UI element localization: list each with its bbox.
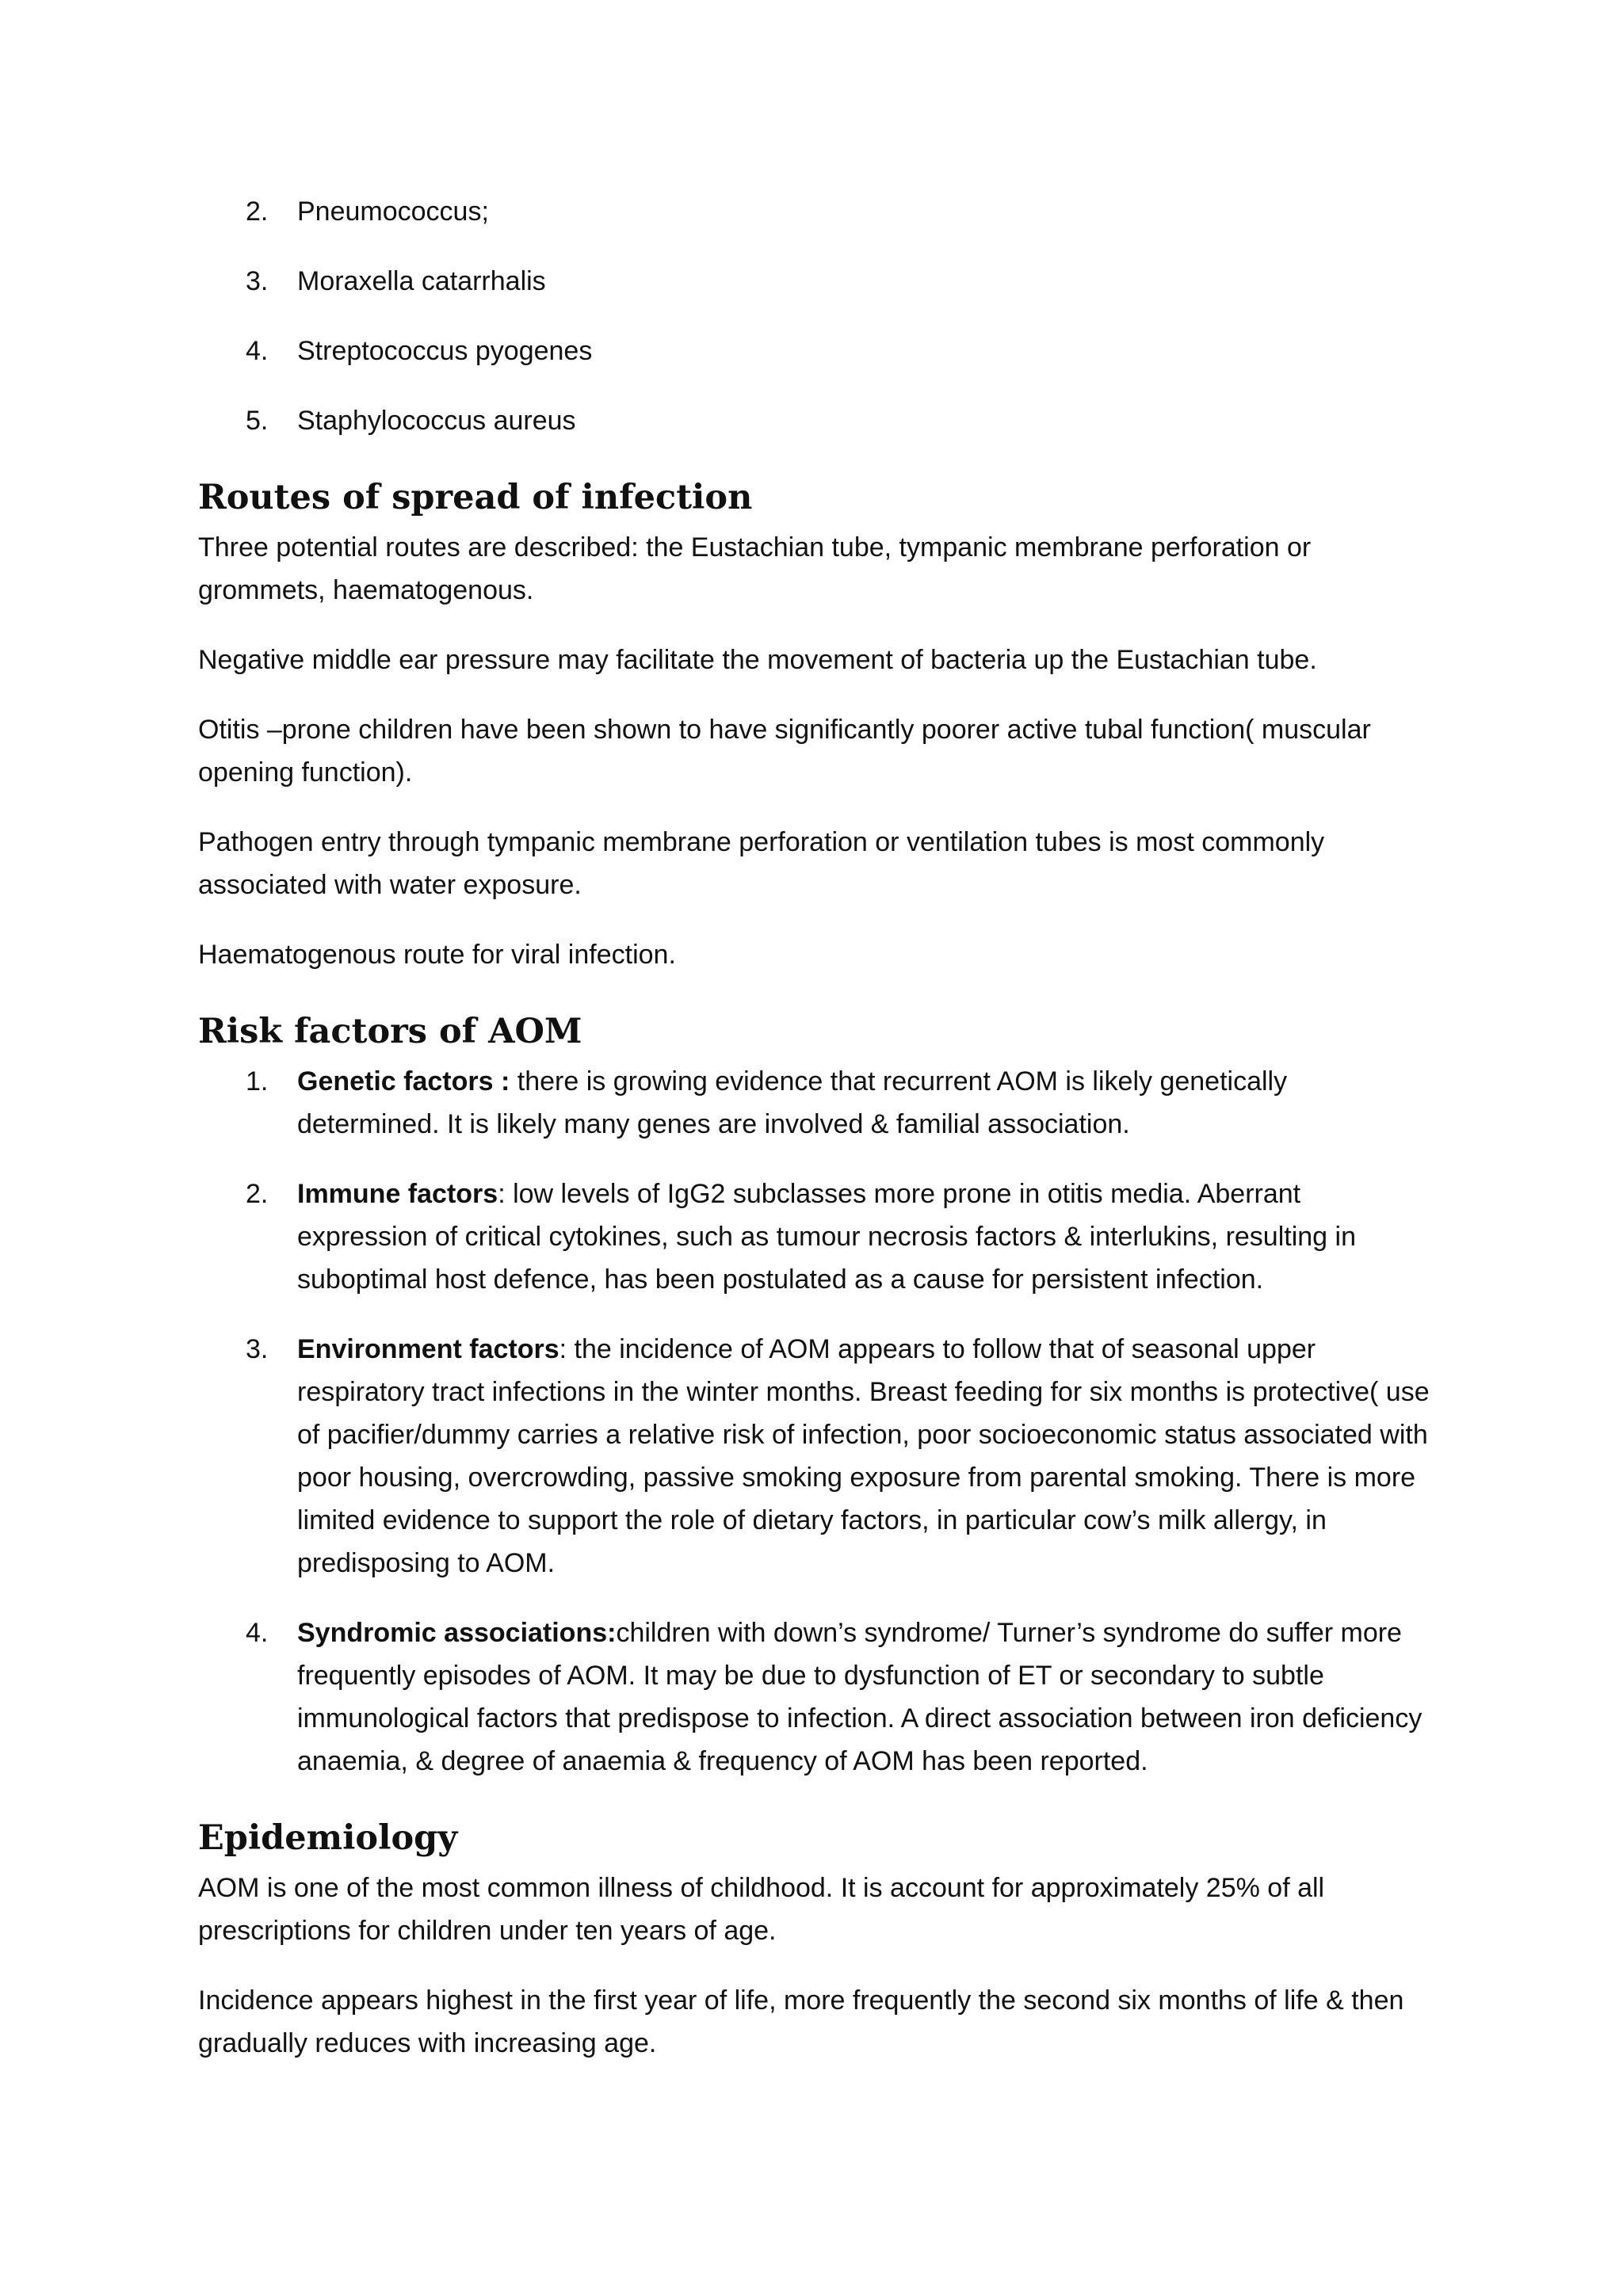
- routes-paragraph: Three potential routes are described: the Eustachian tube, tympanic membrane perforation or grommets, haematogenous.: [198, 532, 1312, 605]
- list-number: 2.: [246, 196, 269, 227]
- list-item: [198, 1611, 1434, 1783]
- routes-heading: Routes of spread of infection: [198, 478, 753, 517]
- list-item-text: Moraxella catarrhalis: [297, 266, 546, 296]
- routes-paragraph: Otitis –prone children have been shown to have significantly poorer active tubal function( muscular opening function).: [198, 715, 1371, 788]
- list-number: 3.: [246, 1334, 269, 1364]
- risk-term: Environment factors: [297, 1334, 559, 1364]
- epidemiology-paragraph: Incidence appears highest in the first year of life, more frequently the second six months of life & then gradually reduces with increasing age.: [198, 1985, 1404, 2058]
- list-item: [198, 1328, 1434, 1585]
- routes-paragraph: Haematogenous route for viral infection.: [198, 940, 676, 970]
- list-number: 3.: [246, 266, 269, 296]
- risk-factor-list: [198, 1060, 1434, 1783]
- epidemiology-heading: Epidemiology: [198, 1818, 458, 1858]
- risk-term: Immune factors: [297, 1179, 498, 1209]
- organism-list: [198, 190, 1434, 442]
- risk-description: there is growing evidence that recurrent AOM is likely genetically determined. It is likely many genes are involved & familial association.: [297, 1066, 1288, 1139]
- list-number: 1.: [246, 1066, 269, 1097]
- epidemiology-paragraph: AOM is one of the most common illness of childhood. It is account for approximately 25% of all prescriptions for children under ten years of age.: [198, 1873, 1325, 1946]
- list-number: 5.: [246, 406, 269, 436]
- routes-paragraph: Pathogen entry through tympanic membrane perforation or ventilation tubes is most commonly associated with water exposure.: [198, 827, 1325, 900]
- list-item: [198, 190, 1434, 233]
- list-item: [198, 399, 1434, 442]
- risk-description: : the incidence of AOM appears to follow that of seasonal upper respiratory tract infections in the winter months. Breast feeding for six months is protective( use of pacifier/dummy carries a relative risk of infection, poor socioeconomic status associated with poor housing, overcrowding, passive smoking exposure from parental smoking. There is more limited evidence to support the role of dietary factors, in particular cow’s milk allergy, in predisposing to AOM.: [297, 1334, 1430, 1578]
- list-item-text: Streptococcus pyogenes: [297, 336, 593, 366]
- list-item: [198, 1060, 1434, 1146]
- document-page: [198, 190, 1434, 2092]
- risk-term: Genetic factors :: [297, 1066, 510, 1097]
- risk-description: : low levels of IgG2 subclasses more prone in otitis media. Aberrant expression of critical cytokines, such as tumour necrosis factors & interlukins, resulting in suboptimal host defence, has been postulated as a cause for persistent infection.: [297, 1179, 1356, 1295]
- list-item: [198, 330, 1434, 372]
- list-number: 4.: [246, 1618, 269, 1648]
- risk-description: children with down’s syndrome/ Turner’s syndrome do suffer more frequently episodes of AOM. It may be due to dysfunction of ET or secondary to subtle immunological factors that predispose to infection. A direct association between iron deficiency anaemia, & degree of anaemia & frequency of AOM has been reported.: [297, 1618, 1423, 1776]
- list-item: [198, 1173, 1434, 1301]
- list-item-text: Pneumococcus;: [297, 196, 489, 227]
- risk-term: Syndromic associations:: [297, 1618, 617, 1648]
- list-item: [198, 260, 1434, 303]
- list-number: 2.: [246, 1179, 269, 1209]
- list-item-text: Staphylococcus aureus: [297, 406, 576, 436]
- list-number: 4.: [246, 336, 269, 366]
- risk-heading: Risk factors of AOM: [198, 1012, 582, 1051]
- routes-paragraph: Negative middle ear pressure may facilitate the movement of bacteria up the Eustachian tube.: [198, 645, 1317, 675]
